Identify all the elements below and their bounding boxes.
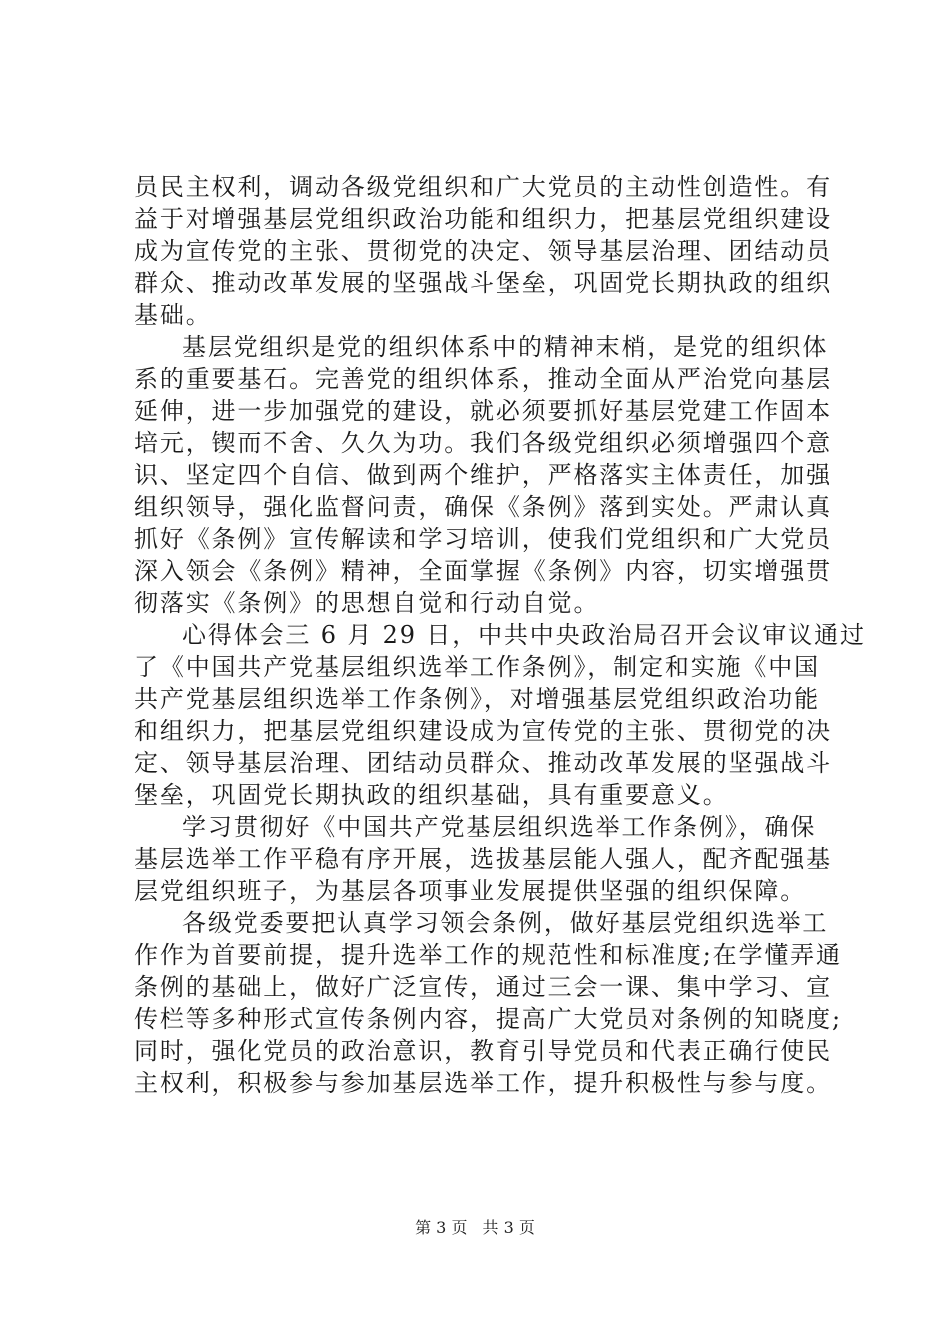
text-line: 主权利，积极参与参加基层选举工作，提升积极性与参与度。 <box>134 1069 832 1097</box>
text-line: 基础。 <box>134 301 212 329</box>
text-line: 堡垒，巩固党长期执政的组织基础，具有重要意义。 <box>134 781 729 809</box>
text-line: 益于对增强基层党组织政治功能和组织力，把基层党组织建设 <box>134 205 832 233</box>
text-line: 定、领导基层治理、团结动员群众、推动改革发展的坚强战斗 <box>134 749 832 777</box>
text-line: 培元，锲而不舍、久久为功。我们各级党组织必须增强四个意 <box>134 429 832 457</box>
document-body <box>134 171 866 1099</box>
text-line: 条例的基础上，做好广泛宣传，通过三会一课、集中学习、宣 <box>134 973 832 1001</box>
text-line: 彻落实《条例》的思想自觉和行动自觉。 <box>134 589 600 617</box>
text-line: 系的重要基石。完善党的组织体系，推动全面从严治党向基层 <box>134 365 832 393</box>
text-line: 了《中国共产党基层组织选举工作条例》，制定和实施《中国 <box>134 653 820 681</box>
text-line: 基层选举工作平稳有序开展，选拔基层能人强人，配齐配强基 <box>134 845 832 873</box>
text-line: 员民主权利，调动各级党组织和广大党员的主动性创造性。有 <box>134 173 832 201</box>
text-line: 延伸，进一步加强党的建设，就必须要抓好基层党建工作固本 <box>134 397 832 425</box>
text-line: 各级党委要把认真学习领会条例，做好基层党组织选举工 <box>182 909 829 937</box>
text-line: 同时，强化党员的政治意识，教育引导党员和代表正确行使民 <box>134 1037 832 1065</box>
text-line: 组织领导，强化监督问责，确保《条例》落到实处。严肃认真 <box>134 493 832 521</box>
text-line: 识、坚定四个自信、做到两个维护，严格落实主体责任，加强 <box>134 461 832 489</box>
text-line: 学习贯彻好《中国共产党基层组织选举工作条例》，确保 <box>182 813 817 841</box>
text-line: 深入领会《条例》精神，全面掌握《条例》内容，切实增强贯 <box>134 557 832 585</box>
text-line: 抓好《条例》宣传解读和学习培训，使我们党组织和广大党员 <box>134 525 832 553</box>
page-footer <box>0 1218 950 1238</box>
text-line: 作作为首要前提，提升选举工作的规范性和标准度;在学懂弄通 <box>134 941 842 969</box>
text-line: 成为宣传党的主张、贯彻党的决定、领导基层治理、团结动员 <box>134 237 832 265</box>
text-line: 共产党基层组织选举工作条例》，对增强基层党组织政治功能 <box>134 685 820 713</box>
text-line: 层党组织班子，为基层各项事业发展提供坚强的组织保障。 <box>134 877 807 905</box>
text-line: 基层党组织是党的组织体系中的精神末梢，是党的组织体 <box>182 333 829 361</box>
text-line: 心得体会三 6 月 29 日，中共中央政治局召开会议审议通过 <box>182 621 866 649</box>
text-line: 群众、推动改革发展的坚强战斗堡垒，巩固党长期执政的组织 <box>134 269 832 297</box>
text-line: 传栏等多种形式宣传条例内容，提高广大党员对条例的知晓度; <box>134 1005 842 1033</box>
page-number: 第 3 页 <box>415 1218 468 1237</box>
text-line: 和组织力，把基层党组织建设成为宣传党的主张、贯彻党的决 <box>134 717 832 745</box>
page-total: 共 3 页 <box>482 1218 535 1237</box>
